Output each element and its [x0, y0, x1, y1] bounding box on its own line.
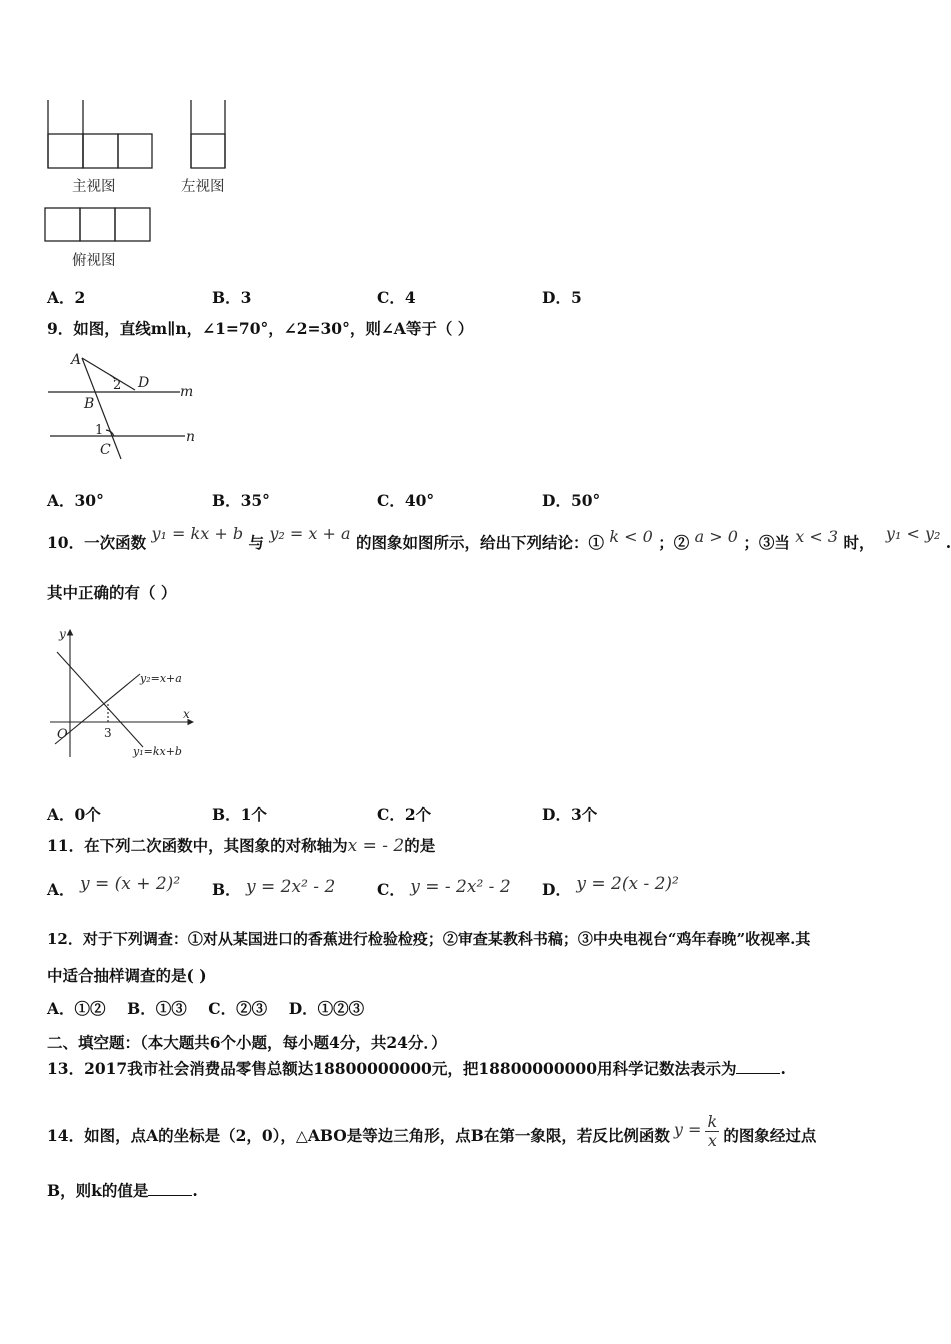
- q10-line2: 其中正确的有（ ）: [47, 583, 177, 602]
- section2-title: 二、填空题：（本大题共6个小题，每小题4分，共24分．）: [47, 1033, 447, 1052]
- q11-option-c-label: C．: [377, 880, 405, 899]
- q14-formula-y: y =: [673, 1119, 702, 1139]
- q8-option-d[interactable]: D．5: [542, 288, 582, 307]
- q10-option-b[interactable]: B．1个: [212, 805, 267, 824]
- front-view-drawing: [48, 100, 152, 168]
- q8-option-c[interactable]: C．4: [377, 288, 416, 307]
- q11-option-a-formula: y = (x + 2)²: [79, 874, 181, 894]
- label-n: n: [186, 429, 196, 445]
- q13-stem: 13．2017我市社会消费品零售总额达18800000000元，把18800000000用科学记数法表示为: [47, 1059, 737, 1078]
- q8-option-b[interactable]: B．3: [212, 288, 252, 307]
- q14-fraction: [705, 1113, 719, 1150]
- graph-label-o: O: [57, 727, 68, 742]
- q13-text: [47, 1058, 786, 1080]
- label-m: m: [180, 384, 194, 400]
- label-c: C: [100, 442, 111, 458]
- q10-mid: 与: [248, 533, 264, 552]
- q10-line1: [47, 524, 951, 554]
- q10-f1: y₁ = kx + b: [151, 524, 244, 543]
- label-b: B: [84, 396, 95, 412]
- q11-end: 的是: [404, 836, 436, 855]
- graph-label-y2: y₂=x+a: [140, 672, 182, 685]
- q14-numerator: k: [707, 1112, 718, 1131]
- graph-label-x: x: [183, 707, 190, 721]
- q14-answer-blank[interactable]: [148, 1181, 192, 1196]
- q9-option-a[interactable]: A．30°: [47, 491, 104, 510]
- q10-c2: a > 0: [694, 527, 738, 546]
- q11-axis: x = - 2: [347, 836, 405, 856]
- q10-f2: y₂ = x + a: [269, 524, 351, 543]
- q10-sep2: ；③当: [743, 533, 790, 552]
- top-view-caption: 俯视图: [72, 253, 116, 269]
- q10-desc: 的图象如图所示，给出下列结论：①: [355, 533, 604, 552]
- q14-line2-stem: B，则k的值是: [47, 1181, 149, 1200]
- front-view-caption: 主视图: [72, 179, 116, 195]
- q9-options: [47, 489, 707, 511]
- q10-c4: y₁ < y₂: [885, 524, 941, 543]
- q14-denominator: x: [707, 1131, 717, 1150]
- q10-end: .: [945, 533, 951, 552]
- left-view-drawing: [191, 100, 225, 168]
- graph-label-3: 3: [104, 726, 112, 740]
- q10-graph: [45, 622, 205, 762]
- q13-end: .: [780, 1059, 786, 1078]
- q10-options: [47, 803, 707, 825]
- q10-option-a[interactable]: A．0个: [47, 805, 101, 824]
- label-angle-2: 2: [113, 378, 122, 393]
- q11-option-a-label: A．: [47, 880, 75, 899]
- q14-line2: [47, 1180, 198, 1202]
- q9-option-b[interactable]: B．35°: [212, 491, 270, 510]
- q11-stem: 11．在下列二次函数中，其图象的对称轴为: [47, 836, 348, 855]
- q10-prefix: 10．一次函数: [47, 533, 147, 552]
- line-ad: [82, 358, 135, 390]
- q10-sep1: ；②: [658, 533, 690, 552]
- q14-after: 的图象经过点: [723, 1125, 817, 1145]
- q9-option-d[interactable]: D．50°: [542, 491, 601, 510]
- q11-option-b-formula: y = 2x² - 2: [246, 877, 336, 897]
- q11-option-b-label: B．: [212, 880, 241, 899]
- q9-figure: [40, 348, 205, 463]
- q8-option-a[interactable]: A．2: [47, 288, 86, 307]
- top-view-drawing: [45, 208, 150, 241]
- q14-stem: 14．如图，点A的坐标是（2，0），△ABO是等边三角形，点B在第一象限，若反比例函数: [47, 1125, 670, 1145]
- q8-options: [47, 286, 707, 308]
- label-a: A: [71, 352, 82, 368]
- q11-text: [47, 835, 435, 857]
- q11-option-d-label: D．: [542, 880, 571, 899]
- q14-line1: [47, 1112, 817, 1154]
- line-y2: [55, 674, 140, 744]
- q14-end: .: [192, 1181, 198, 1200]
- q11-option-c-formula: y = - 2x² - 2: [410, 877, 511, 897]
- q9-text: 9．如图，直线m∥n，∠1=70°，∠2=30°，则∠A等于（ ）: [47, 319, 474, 338]
- graph-label-y1: y₁=kx+b: [133, 745, 182, 758]
- q10-when: 时，: [843, 533, 875, 552]
- q12-options[interactable]: A．①② B．①③ C．②③ D．①②③: [47, 999, 365, 1018]
- q11-option-b[interactable]: [212, 878, 335, 900]
- q12-line2: 中适合抽样调查的是( ): [47, 966, 207, 985]
- q12-line1: 12．对于下列调查：①对从某国进口的香蕉进行检验检疫；②审查某教科书稿；③中央电视台“鸡年春晚”收视率.其: [47, 930, 811, 948]
- q11-option-c[interactable]: [377, 878, 511, 900]
- q10-option-d[interactable]: D．3个: [542, 805, 598, 824]
- q10-option-c[interactable]: C．2个: [377, 805, 432, 824]
- q9-option-c[interactable]: C．40°: [377, 491, 435, 510]
- q13-answer-blank[interactable]: [736, 1059, 780, 1074]
- left-view-caption: 左视图: [181, 179, 225, 195]
- graph-label-y: y: [59, 627, 66, 641]
- label-angle-1: 1: [95, 423, 104, 438]
- q10-c1: k < 0: [609, 527, 653, 546]
- q11-option-d-formula: y = 2(x - 2)²: [576, 874, 679, 894]
- q11-option-d[interactable]: [542, 874, 679, 900]
- q10-c3: x < 3: [795, 527, 839, 546]
- label-d: D: [138, 375, 150, 391]
- q11-option-a[interactable]: [47, 874, 181, 900]
